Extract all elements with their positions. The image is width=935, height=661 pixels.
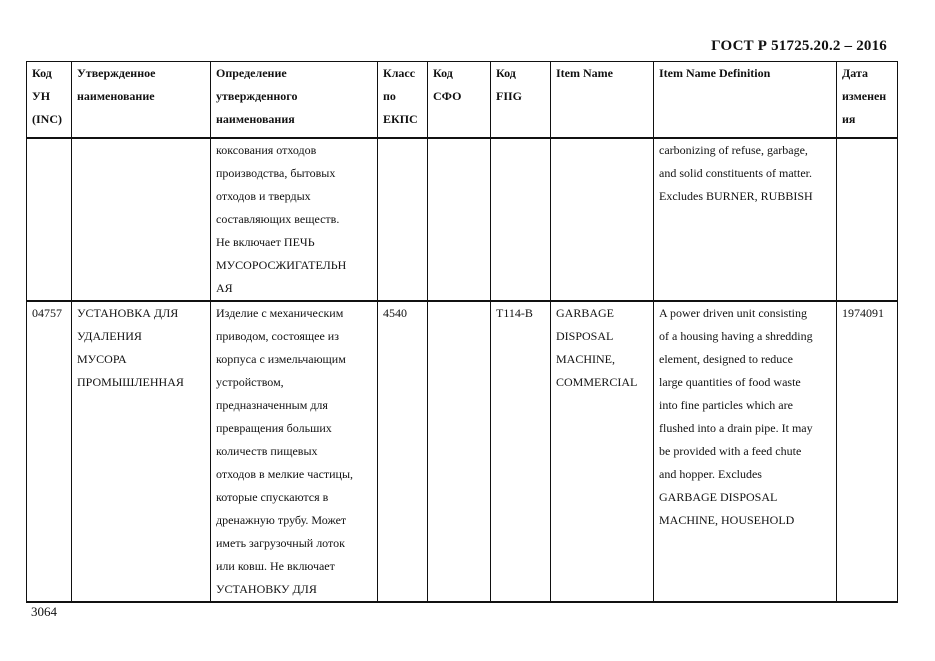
cell-text-line: Excludes BURNER, RUBBISH — [659, 188, 813, 203]
cell-text-line: carbonizing of refuse, garbage, — [659, 142, 808, 157]
cell-text-line: and hopper. Excludes — [659, 466, 762, 481]
cell-text-line: превращения больших — [216, 420, 332, 435]
cell-text-line: приводом, состоящее из — [216, 328, 339, 343]
cell-text-line: наименования — [216, 112, 295, 126]
cell-ekps-class — [378, 138, 428, 301]
cell-text-line: MACHINE, HOUSEHOLD — [659, 512, 795, 527]
col-header-definition-ru — [211, 62, 378, 138]
cell-text-line: УСТАНОВКА ДЛЯ — [77, 305, 179, 320]
page-number: 3064 — [31, 604, 57, 619]
cell-text-line: and solid constituents of matter. — [659, 165, 812, 180]
cell-text-line: иметь загрузочный лоток — [216, 535, 345, 550]
cell-text-line: A power driven unit consisting — [659, 305, 807, 320]
document-standard-header: ГОСТ Р 51725.20.2 – 2016 — [711, 38, 887, 54]
cell-text-line: количеств пищевых — [216, 443, 318, 458]
table-row-continuation — [27, 138, 898, 301]
cell-text-line: element, designed to reduce — [659, 351, 793, 366]
col-header-item-name-definition — [654, 62, 837, 138]
col-header-approved-name — [72, 62, 211, 138]
cell-text-line: МУСОРА — [77, 351, 127, 366]
cell-definition-ru — [211, 301, 378, 602]
cell-change-date: 1974091 — [837, 301, 898, 602]
cell-text-line: Дата — [842, 66, 868, 80]
cell-text-line: или ковш. Не включает — [216, 558, 335, 573]
cell-text-line: Код — [433, 66, 453, 80]
cell-text-line: Утвержденное — [77, 66, 156, 80]
cell-text-line: (INC) — [32, 112, 62, 126]
cell-text-line: по — [383, 89, 396, 103]
cell-text-line: ЕКПС — [383, 112, 418, 126]
cell-text-line: FIIG — [496, 89, 523, 103]
cell-item-name — [551, 301, 654, 602]
cell-text-line: of a housing having a shredding — [659, 328, 813, 343]
cell-text-line: MACHINE, — [556, 351, 615, 366]
cell-text-line: АЯ — [216, 280, 233, 295]
cell-item-name — [551, 138, 654, 301]
cell-fiig-code: T114-B — [491, 301, 551, 602]
cell-text-line: коксования отходов — [216, 142, 317, 157]
cell-ekps-class: 4540 — [378, 301, 428, 602]
cell-text-line: отходов и твердых — [216, 188, 311, 203]
cell-text-line: large quantities of food waste — [659, 374, 801, 389]
cell-text-line: предназначенным для — [216, 397, 328, 412]
cell-sfo-code — [428, 301, 491, 602]
cell-definition-en — [654, 301, 837, 602]
cell-text-line: Определение — [216, 66, 287, 80]
cell-text-line: устройством, — [216, 374, 284, 389]
cell-text-line: корпуса с измельчающим — [216, 351, 346, 366]
cell-text-line: изменен — [842, 89, 887, 103]
col-header-ekps-class — [378, 62, 428, 138]
col-header-item-name — [551, 62, 654, 138]
cell-approved-name — [72, 138, 211, 301]
cell-text-line: наименование — [77, 89, 155, 103]
cell-fiig-code — [491, 138, 551, 301]
cell-text-line: DISPOSAL — [556, 328, 614, 343]
cell-text-line: ПРОМЫШЛЕННАЯ — [77, 374, 184, 389]
cell-text-line: производства, бытовых — [216, 165, 336, 180]
cell-text-line: Item Name Definition — [659, 66, 771, 80]
cell-text-line: flushed into a drain pipe. It may — [659, 420, 813, 435]
cell-text-line: отходов в мелкие частицы, — [216, 466, 354, 481]
cell-text-line: УСТАНОВКУ ДЛЯ — [216, 581, 317, 596]
cell-text-line: СФО — [433, 89, 462, 103]
cell-sfo-code — [428, 138, 491, 301]
cell-text-line: Класс — [383, 66, 416, 80]
col-header-sfo-code — [428, 62, 491, 138]
cell-text-line: into fine particles which are — [659, 397, 793, 412]
table-header-row — [27, 62, 898, 138]
cell-text-line: Не включает ПЕЧЬ — [216, 234, 315, 249]
cell-text-line: утвержденного — [216, 89, 298, 103]
cell-text-line: COMMERCIAL — [556, 374, 638, 389]
cell-text-line: be provided with a feed chute — [659, 443, 802, 458]
cell-text-line: ия — [842, 112, 856, 126]
col-header-fiig-code — [491, 62, 551, 138]
cell-text-line: которые спускаются в — [216, 489, 329, 504]
col-header-inc — [27, 62, 72, 138]
cell-definition-en — [654, 138, 837, 301]
cell-inc: 04757 — [27, 301, 72, 602]
cell-text-line: МУСОРОСЖИГАТЕЛЬН — [216, 257, 347, 272]
cell-text-line: УДАЛЕНИЯ — [77, 328, 142, 343]
cell-definition-ru — [211, 138, 378, 301]
nomenclature-table — [26, 61, 898, 603]
cell-approved-name — [72, 301, 211, 602]
cell-text-line: Код — [32, 66, 52, 80]
cell-text-line: Код — [496, 66, 516, 80]
cell-text-line: составляющих веществ. — [216, 211, 340, 226]
cell-text-line: GARBAGE DISPOSAL — [659, 489, 778, 504]
cell-change-date — [837, 138, 898, 301]
cell-inc — [27, 138, 72, 301]
cell-text-line: УН — [32, 89, 51, 103]
col-header-change-date — [837, 62, 898, 138]
cell-text-line: GARBAGE — [556, 305, 615, 320]
table-row — [27, 301, 898, 602]
cell-text-line: дренажную трубу. Может — [216, 512, 347, 527]
cell-text-line: Item Name — [556, 66, 613, 80]
cell-text-line: Изделие с механическим — [216, 305, 344, 320]
